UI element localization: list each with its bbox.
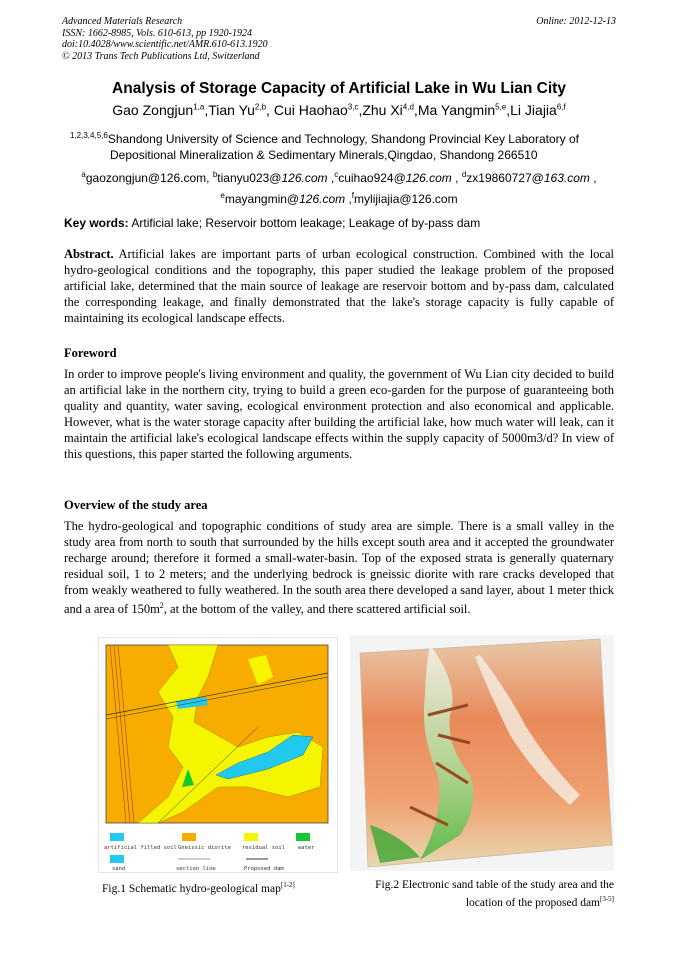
figure-2 [350,635,614,871]
figure-1 [98,637,338,873]
email-b-user: tianyu023@ [217,171,282,185]
figure-2-caption [348,878,614,910]
overview-text-after: , at the bottom of the valley, and there scattered artificial soil. [163,602,471,617]
overview-heading: Overview of the study area [64,498,208,512]
legend-label: sand [112,866,126,872]
keywords [64,216,480,230]
figure-1-ref: [1-2] [280,881,295,889]
author-list: Gao Zongjun$^{1,a}$,Tian Yu$^{2,b}$, Cui Haohao$^{3,c}$,Zhu Xi$^{4,d}$,Ma Yangmin$^{5,e}$,Li Jiajia$^{6,f}$ [112,102,566,118]
email-e-user: mayangmin@ [224,192,300,206]
doi: doi:10.4028/www.scientific.net/AMR.610-613.1920 [62,39,268,50]
journal-name: Advanced Materials Research [62,16,183,27]
abstract-label: Abstract. [64,247,114,261]
email-list: $^a$gaozongjun@126.com, $^b$tianyu023@126.com ,$^c$cuihao924@126.com , $^d$zx19860727@163.com , $^e$mayangmin@126.com ,$^f$mylijiajia@126.com [81,170,597,206]
author-name: Gao Zongjun [112,102,194,118]
author-sup: 4,d [402,102,414,112]
area-exponent: 2 [159,601,164,610]
email-e-domain: 126.com [299,192,346,206]
keywords-label: Key words: [64,216,129,230]
figure-1-caption [102,878,334,896]
author-sup: 2,b [254,102,267,112]
author-name: Li Jiajia [510,102,557,118]
legend-label: section line [176,866,216,872]
affiliation-line2: Depositional Mineralization & Sedimentary Minerals,Qingdao, Shandong 266510 [110,148,538,162]
author-name: Tian Yu [208,102,255,118]
author-sup: 6,f [556,102,566,112]
email-b-domain: 126.com [281,171,328,185]
journal-header [62,16,268,62]
legend-label: Gneissic diorite [178,845,231,851]
email-d-domain: 163.com [543,171,590,185]
online-date: Online: 2012-12-13 [536,16,616,27]
sand-table-image [350,635,614,871]
issn: ISSN: 1662-8985, Vols. 610-613, pp 1920-1924 [62,27,252,39]
affiliation [70,128,630,163]
email-a: gaozongjun@126.com [85,171,207,185]
paper-title: Analysis of Storage Capacity of Artificial Lake in Wu Lian City [112,80,566,97]
author-name: Cui Haohao [273,102,348,118]
email-c-user: cuihao924@ [338,171,406,185]
figure-1-caption-text: Fig.1 Schematic hydro-geological map [102,882,281,895]
legend-label: Proposed dam [244,866,284,872]
abstract [64,246,614,326]
author-name: Zhu Xi [362,102,403,118]
author-name: Ma Yangmin [417,102,496,118]
abstract-text: Artificial lakes are important parts of urban ecological construction. Combined with the local hydro-geological conditions and the topography, this paper studied the leakage problem of the proposed artificial lake, determined that the main source of leakage are reservoir bottom and by-pass dam, calculated the corresponding leakage, and finally demonstrated that the lake's storage capacity is fully capable of maintaining its ecological landscape effects. [64,247,614,325]
keywords-text: Artificial lake; Reservoir bottom leakage; Leakage of by-pass dam [131,216,481,230]
overview-text [64,518,614,617]
email-f: mylijiajia@126.com [354,192,458,206]
foreword-text: In order to improve people's living environment and quality, the government of Wu Lian city decided to build an artificial lake in the northern city, trying to build a green eco-garden for the purpose of guaranteeing both quality and quantity, water saving, ecological environment protection and also economical and applicable. However, what is the water storage capacity after building the artificial lake, how much water will leak, can it maintain the artificial lake's ecological landscape effects within the supply capacity of 5000m3/d? In view of this questions, this paper started the following arguments. [64,367,614,461]
copyright: © 2013 Trans Tech Publications Ltd, Switzerland [62,50,260,62]
affiliation-line1: Shandong University of Science and Technology, Shandong Provincial Key Laboratory of [107,132,579,146]
author-sup: 5,e [495,102,507,112]
legend-label: artificial filled soil [104,845,177,851]
figure-2-ref: [3-5] [600,895,614,903]
legend-label: residual soil [242,845,286,851]
affiliation-sup: 1,2,3,4,5,6 [70,131,108,140]
legend-label: water [298,845,315,851]
email-d-user: zx19860727@ [466,171,544,185]
foreword-heading: Foreword [64,346,117,360]
author-sup: 1,a [193,102,205,112]
author-sup: 3,c [347,102,359,112]
figure-2-caption-text: Fig.2 Electronic sand table of the study area and the location of the proposed dam [375,879,614,909]
overview-text-before: The hydro-geological and topographic conditions of study area are simple. There is a small valley in the study area from north to south that surrounded by the hills except south area and it accepted the groundwater recharge around; therefore it formed a small-water-basin. Top of the exposed strata is generally quaternary residual soil, 1 to 2 meters; and the underlying bedrock is gneissic diorite with rare cracks developed that from weakly weathered to fully weathered. In the south area there developed a sand layer, about 1 meter thick and a area of 150m [64,519,614,617]
hydrogeological-map [98,637,338,873]
email-c-domain: 126.com [405,171,452,185]
